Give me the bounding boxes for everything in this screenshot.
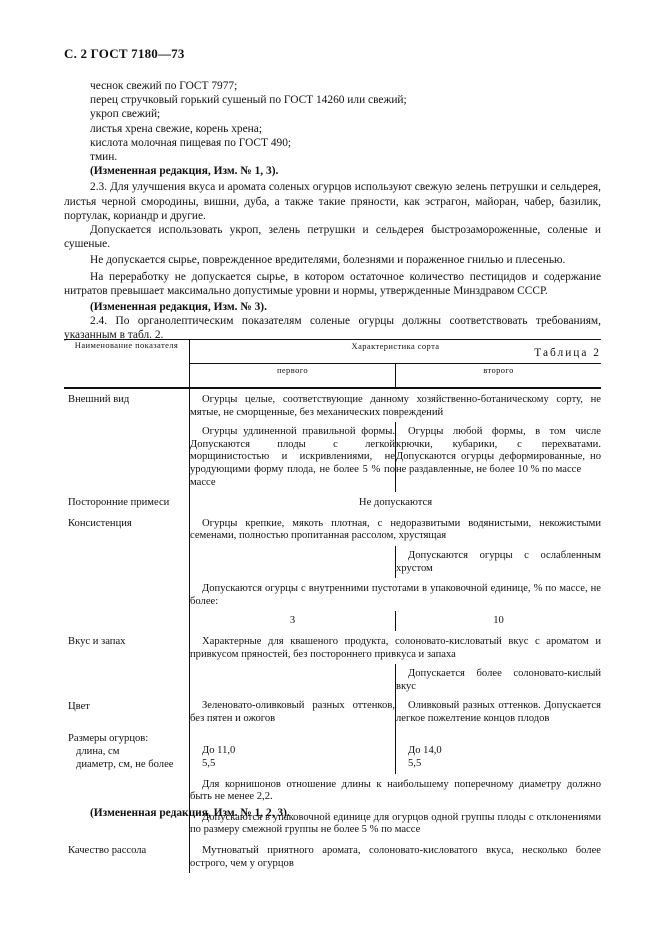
revision-note: (Измененная редакция, Изм. № 1, 2, 3). xyxy=(90,807,290,819)
header-first-grade: первого xyxy=(190,364,396,389)
section-2-3-paragraph: 2.3. Для улучшения вкуса и аромата соленых огурцов используют свежую зелень петрушки и сельдерея, листья черной смородины, вишни, дуба, а также такие пряности, как эстрагон, майоран, чабер, базилик, портулак, кориандр и другие. xyxy=(64,181,601,222)
page-header: С. 2 ГОСТ 7180—73 xyxy=(64,46,185,61)
cell-common: Огурцы целые, соответствующие данному хозяйственно-ботаническому сорту, не мятые, не сморщенные, без механических повреждений xyxy=(190,388,602,422)
final-note-block xyxy=(64,806,601,820)
cell-common: Мутноватый приятного аромата, солоновато-кисловатого вкуса, несколько более острого, чем у огурцов xyxy=(190,840,602,873)
header-second-grade: второго xyxy=(396,364,602,389)
row-label: Посторонние примеси xyxy=(68,497,170,509)
cell-common: Для корнишонов отношение длины к наибольшему поперечному диаметру должно быть не менее 2,2. xyxy=(190,774,602,807)
cell-second: Огурцы любой формы, в том числе крючки, кубарики, с перехватами. Допускаются огурцы деформированные, но не раздавленные, не более 10 % по массе xyxy=(396,426,601,475)
table-row xyxy=(64,492,601,513)
cell-second: Допускаются огурцы с ослабленным хрустом xyxy=(396,549,601,574)
cell-first xyxy=(190,664,396,696)
row-label: Внешний вид xyxy=(68,394,130,405)
list-item: тмин. xyxy=(90,151,118,164)
table-row xyxy=(64,840,601,873)
list-item: чеснок свежий по ГОСТ 7977; xyxy=(90,80,238,92)
section-2-3-paragraph: Допускается использовать укроп, зелень петрушки и сельдерея быстрозамороженные, соленые и сушеные. xyxy=(64,224,601,251)
table-row xyxy=(64,728,601,773)
revision-note: (Измененная редакция, Изм. № 3). xyxy=(90,301,267,314)
organoleptic-table xyxy=(64,339,601,873)
cell-first: 3 xyxy=(190,611,396,631)
table-row xyxy=(64,513,601,546)
cell-second: Оливковый разных оттенков. Допускается легкое пожелтение концов плодов xyxy=(396,700,601,724)
row-label: Размеры огурцов: длина, см диаметр, см, не более xyxy=(68,733,174,770)
ingredient-list xyxy=(64,79,601,360)
row-label: Консистенция xyxy=(68,517,132,529)
cell-common: Огурцы крепкие, мякоть плотная, с недоразвитыми водянистыми, некожистыми семенами, полностью пропитанная рассолом, хрустящая xyxy=(190,513,602,546)
row-label: Цвет xyxy=(68,701,90,713)
header-indicator-name: Наименование показателя xyxy=(64,340,190,389)
revision-note: (Измененная редакция, Изм. № 1, 3). xyxy=(90,165,279,178)
cell-first: Огурцы удлиненной правильной формы. Допускаются плоды с легкой морщинистостью и искривлениями, не уродующими форму плода, не более 5 % по массе xyxy=(190,422,396,492)
table-caption: Таблица 2 xyxy=(534,346,601,359)
section-2-3-paragraph: Не допускается сырье, поврежденное вредителями, болезнями и пораженное гнилью и плесенью. xyxy=(90,254,566,267)
header-variety-characteristic: Характеристика сорта xyxy=(190,340,602,364)
list-item: кислота молочная пищевая по ГОСТ 490; xyxy=(90,136,292,149)
table-row xyxy=(64,631,601,664)
cell-second: 10 xyxy=(493,615,504,627)
cell-common: Не допускаются xyxy=(190,492,602,513)
cell-first: До 11,0 5,5 xyxy=(190,728,396,773)
section-2-3-paragraph: На переработку не допускается сырье, в котором остаточное количество пестицидов и содержание нитратов превышает максимально допустимые уровни и нормы, утвержденные Минздравом СССР. xyxy=(64,270,601,297)
row-label: Качество рассола xyxy=(68,845,147,857)
cell-second: До 14,0 5,5 xyxy=(408,745,442,770)
list-item: укроп свежий; xyxy=(90,108,161,121)
cell-common: Характерные для квашеного продукта, солоновато-кисловатый вкус с ароматом и привкусом пряностей, без постороннего привкуса и запаха xyxy=(190,631,602,664)
section-2-4-paragraph: 2.4. По органолептическим показателям соленые огурцы должны соответствовать требованиям, указанным в табл. 2. xyxy=(64,315,601,342)
table-row xyxy=(64,696,601,728)
cell-second: Допускается более солоновато-кислый вкус xyxy=(396,668,601,692)
list-item: листья хрена свежие, корень хрена; xyxy=(90,122,262,135)
table-row xyxy=(64,388,601,422)
cell-common: Допускаются в упаковочной единице для огурцов одной группы плоды с отклонениями по размеру смежной группы не более 5 % по массе xyxy=(190,807,602,840)
row-label: Вкус и запах xyxy=(68,635,126,647)
cell-common: Допускаются огурцы с внутренними пустотами в упаковочной единице, % по массе, не более: xyxy=(190,578,602,611)
cell-first: Зеленовато-оливковый разных оттенков, без пятен и ожогов xyxy=(190,696,396,728)
cell-first xyxy=(190,546,396,578)
list-item: перец стручковый горький сушеный по ГОСТ 14260 или свежий; xyxy=(90,94,407,107)
